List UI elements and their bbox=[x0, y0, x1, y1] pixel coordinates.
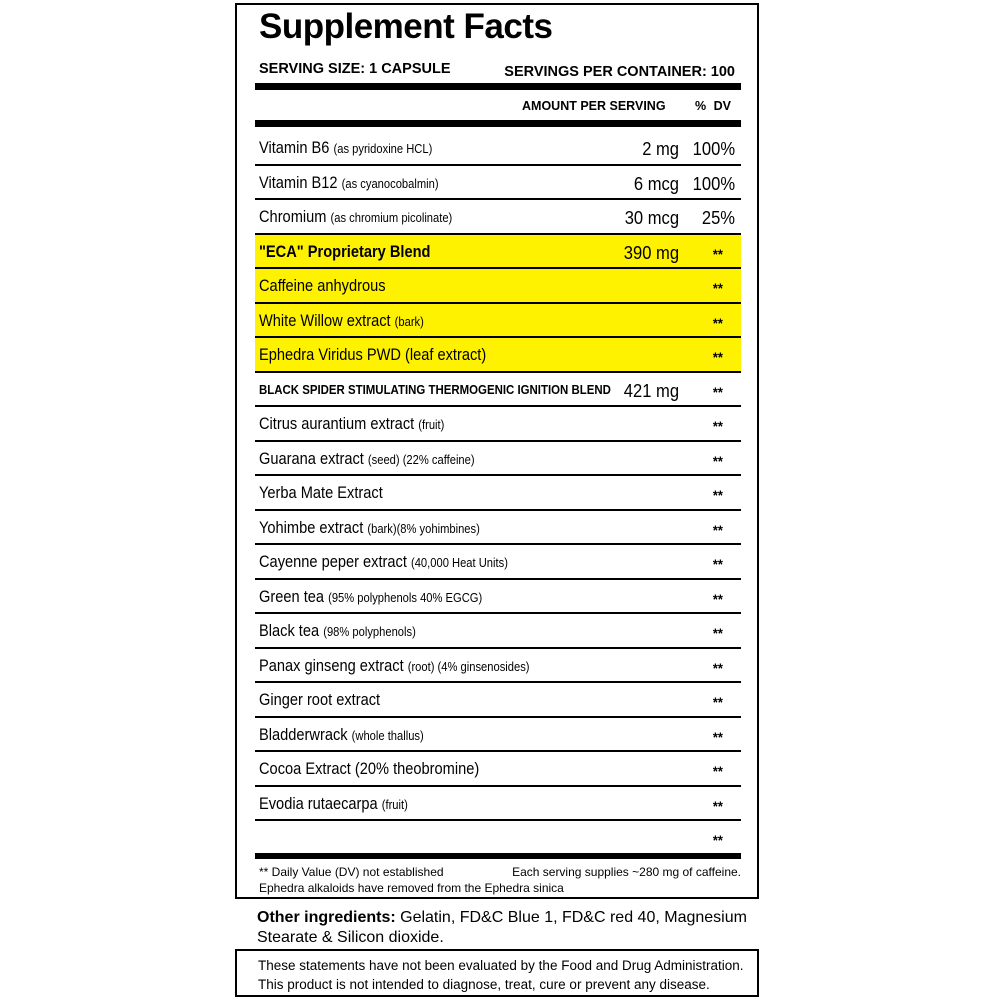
table-row bbox=[255, 131, 741, 166]
ingredient-label: Green tea bbox=[259, 586, 325, 606]
ingredient-label: Yerba Mate Extract bbox=[259, 483, 383, 502]
table-row bbox=[255, 752, 741, 787]
ingredient-label: Evodia rutaecarpa bbox=[259, 793, 378, 813]
ingredient-name bbox=[259, 725, 424, 745]
percent-daily-value: 100% bbox=[692, 173, 735, 194]
table-row bbox=[255, 683, 741, 718]
ingredient-name bbox=[259, 311, 424, 331]
ingredient-name bbox=[259, 794, 408, 814]
table-row bbox=[255, 442, 741, 477]
ingredient-name bbox=[259, 345, 486, 365]
other-ingredients bbox=[257, 908, 757, 948]
percent-daily-value: ** bbox=[712, 383, 723, 400]
ingredient-detail: (fruit) bbox=[381, 796, 408, 812]
ingredient-label: Bladderwrack bbox=[259, 724, 348, 744]
ingredient-name bbox=[259, 414, 444, 434]
ingredient-detail: (bark)(8% yohimbines) bbox=[367, 520, 480, 536]
ingredient-detail: (fruit) bbox=[418, 417, 445, 432]
amount-per-serving: 30 mcg bbox=[624, 208, 679, 228]
footnote-caffeine: Each serving supplies ~280 mg of caffeine. bbox=[512, 865, 741, 879]
percent-daily-value: ** bbox=[712, 556, 723, 572]
percent-daily-value: ** bbox=[712, 728, 723, 745]
ingredient-name bbox=[259, 173, 439, 193]
ingredient-name bbox=[259, 276, 386, 296]
ingredient-label: Citrus aurantium extract bbox=[259, 414, 415, 433]
table-row bbox=[255, 718, 741, 753]
table-row bbox=[255, 200, 741, 235]
panel-title: Supplement Facts bbox=[259, 7, 553, 46]
footnote-dv: ** Daily Value (DV) not established bbox=[259, 865, 444, 879]
servings-per-container: SERVINGS PER CONTAINER: 100 bbox=[504, 64, 735, 80]
percent-daily-value: ** bbox=[712, 487, 723, 503]
table-row bbox=[255, 235, 741, 270]
ingredient-name bbox=[259, 207, 452, 227]
percent-daily-value: ** bbox=[712, 280, 723, 296]
ingredient-detail: (40,000 Heat Units) bbox=[410, 555, 508, 570]
ingredient-name bbox=[259, 138, 432, 158]
percent-daily-value: ** bbox=[712, 590, 723, 607]
ingredient-detail: (95% polyphenols 40% EGCG) bbox=[328, 589, 483, 605]
percent-daily-value: ** bbox=[712, 763, 723, 779]
table-row bbox=[255, 338, 741, 373]
table-row bbox=[255, 545, 741, 580]
ingredient-label: Ephedra Viridus PWD (leaf extract) bbox=[259, 345, 487, 364]
table-row bbox=[255, 373, 741, 408]
percent-daily-value: ** bbox=[712, 694, 723, 710]
ingredient-name bbox=[259, 382, 611, 397]
ingredient-detail: (root) (4% ginsenosides) bbox=[407, 658, 530, 674]
percent-daily-value: 25% bbox=[701, 208, 735, 228]
other-ingredients-label: Other ingredients: bbox=[257, 909, 396, 926]
ingredient-label: Vitamin B6 bbox=[259, 138, 330, 157]
ingredient-name bbox=[259, 656, 530, 676]
ingredient-label: Cocoa Extract (20% theobromine) bbox=[259, 759, 480, 778]
ingredient-label: Ginger root extract bbox=[259, 690, 381, 709]
disclaimer-line-2: This product is not intended to diagnose, treat, cure or prevent any disease. bbox=[258, 977, 710, 992]
percent-daily-value: ** bbox=[712, 797, 723, 814]
ingredient-name bbox=[259, 621, 416, 641]
ingredient-name bbox=[259, 242, 430, 262]
ingredient-label: Chromium bbox=[259, 207, 327, 226]
supplement-facts-panel bbox=[235, 3, 759, 899]
ingredient-name bbox=[259, 587, 482, 607]
ingredient-label: BLACK SPIDER STIMULATING THERMOGENIC IGNITION BLEND bbox=[259, 381, 611, 397]
ingredient-name bbox=[259, 552, 508, 572]
amount-per-serving: 421 mg bbox=[623, 380, 679, 401]
table-row bbox=[255, 787, 741, 822]
table-row bbox=[255, 511, 741, 546]
footnote-ephedra: Ephedra alkaloids have removed from the Ephedra sinica bbox=[259, 881, 564, 895]
percent-daily-value: ** bbox=[712, 349, 723, 365]
ingredient-label: Vitamin B12 bbox=[259, 172, 338, 192]
ingredient-name bbox=[259, 690, 380, 710]
percent-daily-value: ** bbox=[712, 314, 723, 331]
ingredient-detail: (98% polyphenols) bbox=[323, 624, 416, 639]
ingredient-label: "ECA" Proprietary Blend bbox=[259, 241, 431, 261]
disclaimer-line-1: These statements have not been evaluated by the Food and Drug Administration. bbox=[258, 958, 744, 973]
fda-disclaimer bbox=[235, 949, 759, 997]
ingredient-name bbox=[259, 759, 479, 779]
header-amount-per-serving: AMOUNT PER SERVING bbox=[522, 99, 666, 113]
ingredient-label: Caffeine anhydrous bbox=[259, 276, 386, 295]
amount-per-serving: 6 mcg bbox=[633, 173, 679, 194]
ingredient-label: Panax ginseng extract bbox=[259, 655, 404, 675]
table-row bbox=[255, 649, 741, 684]
percent-daily-value: ** bbox=[712, 625, 723, 641]
ingredient-label: Guarana extract bbox=[259, 448, 364, 468]
table-row bbox=[255, 580, 741, 615]
table-row bbox=[255, 304, 741, 339]
percent-daily-value: ** bbox=[712, 832, 723, 848]
ingredient-detail: (bark) bbox=[394, 313, 424, 329]
ingredient-detail: (seed) (22% caffeine) bbox=[367, 451, 475, 467]
amount-per-serving: 390 mg bbox=[623, 242, 679, 263]
ingredient-detail: (as cyanocobalmin) bbox=[341, 175, 439, 191]
ingredient-label: White Willow extract bbox=[259, 310, 391, 330]
nutrient-table bbox=[255, 131, 741, 856]
table-row bbox=[255, 269, 741, 304]
ingredient-label: Black tea bbox=[259, 621, 320, 640]
percent-daily-value: ** bbox=[712, 245, 723, 262]
percent-daily-value: ** bbox=[712, 452, 723, 469]
percent-daily-value: ** bbox=[712, 521, 723, 538]
amount-per-serving: 2 mg bbox=[642, 139, 679, 159]
percent-daily-value: ** bbox=[712, 418, 723, 434]
table-row bbox=[255, 476, 741, 511]
divider-bar-header bbox=[255, 120, 741, 127]
other-ingredients-text: Gelatin, FD&C Blue 1, FD&C red 40, Magnesium Stearate & Silicon dioxide. bbox=[257, 909, 747, 946]
header-percent-dv: % DV bbox=[695, 99, 731, 113]
ingredient-label: Cayenne peper extract bbox=[259, 552, 407, 571]
ingredient-label: Yohimbe extract bbox=[259, 517, 364, 537]
table-row bbox=[255, 614, 741, 649]
serving-size: SERVING SIZE: 1 CAPSULE bbox=[259, 61, 451, 77]
ingredient-name bbox=[259, 518, 480, 538]
percent-daily-value: ** bbox=[712, 659, 723, 676]
ingredient-name bbox=[259, 483, 383, 503]
table-row bbox=[255, 407, 741, 442]
ingredient-detail: (as chromium picolinate) bbox=[330, 210, 453, 225]
divider-bar-top bbox=[255, 83, 741, 90]
table-row bbox=[255, 166, 741, 201]
table-row bbox=[255, 821, 741, 856]
ingredient-detail: (as pyridoxine HCL) bbox=[333, 141, 433, 156]
percent-daily-value: 100% bbox=[692, 139, 735, 159]
ingredient-name bbox=[259, 449, 475, 469]
divider-bar-bottom bbox=[255, 853, 741, 859]
ingredient-detail: (whole thallus) bbox=[351, 727, 424, 743]
